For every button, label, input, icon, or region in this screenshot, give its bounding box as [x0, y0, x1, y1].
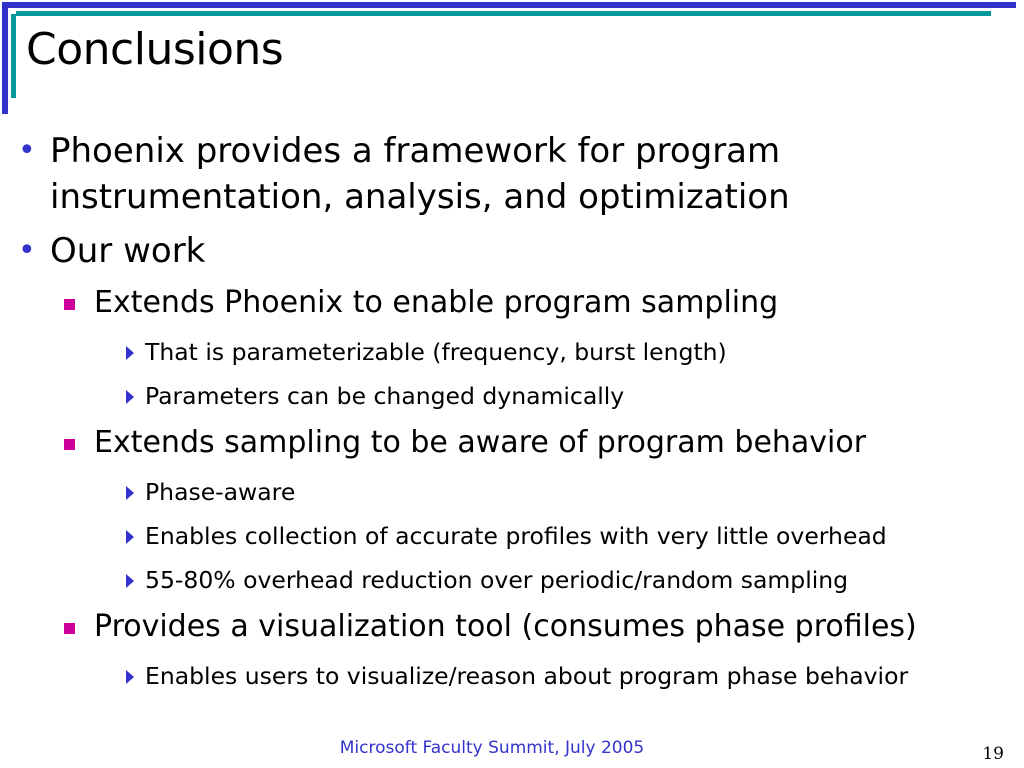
footer-text — [0, 738, 1024, 758]
bullet-level3 — [14, 564, 1014, 596]
bullet-level3 — [14, 476, 1014, 508]
round-bullet-icon: • — [18, 233, 36, 268]
bullet-level2 — [14, 422, 1014, 464]
bullet-text: Our work — [50, 231, 206, 271]
triangle-bullet-icon — [126, 346, 134, 360]
bullet-text: 55-80% overhead reduction over periodic/random sampling — [145, 566, 849, 594]
top-border-blue — [8, 2, 1016, 8]
square-bullet-icon — [64, 439, 75, 450]
triangle-bullet-icon — [126, 486, 134, 500]
square-bullet-icon — [64, 623, 75, 634]
bullet-text: Parameters can be changed dynamically — [145, 382, 625, 410]
round-bullet-icon: • — [18, 133, 36, 168]
square-bullet-icon — [64, 299, 75, 310]
bullet-level3 — [14, 380, 1014, 412]
top-border-teal — [16, 11, 991, 16]
slide-content — [14, 128, 1014, 692]
bullet-text: Provides a visualization tool (consumes phase profiles) — [94, 609, 917, 644]
bullet-text: Extends Phoenix to enable program sampling — [94, 285, 779, 320]
triangle-bullet-icon — [126, 390, 134, 404]
bullet-level3 — [14, 660, 925, 692]
footer-label: Microsoft Faculty Summit, July 2005 — [339, 738, 645, 758]
left-border-blue — [2, 2, 8, 114]
slide-title: Conclusions — [26, 24, 284, 75]
bullet-level1 — [14, 128, 1014, 220]
triangle-bullet-icon — [126, 574, 134, 588]
bullet-text: Extends sampling to be aware of program behavior — [94, 425, 867, 460]
bullet-text: That is parameterizable (frequency, burst length) — [145, 338, 727, 366]
bullet-text: Phase-aware — [145, 478, 296, 506]
left-border-teal — [11, 14, 16, 98]
bullet-text: Enables users to visualize/reason about program phase behavior — [145, 662, 909, 690]
triangle-bullet-icon — [126, 530, 134, 544]
page-number: 19 — [982, 744, 1004, 764]
bullet-level3 — [14, 336, 1014, 368]
triangle-bullet-icon — [126, 670, 134, 684]
bullet-level3 — [14, 520, 1014, 552]
bullet-text: Phoenix provides a framework for program instrumentation, analysis, and optimization — [50, 131, 790, 217]
bullet-text: Enables collection of accurate profiles with very little overhead — [145, 522, 887, 550]
bullet-level2 — [14, 282, 1014, 324]
bullet-level1 — [14, 228, 1014, 274]
bullet-level2 — [14, 606, 1014, 648]
